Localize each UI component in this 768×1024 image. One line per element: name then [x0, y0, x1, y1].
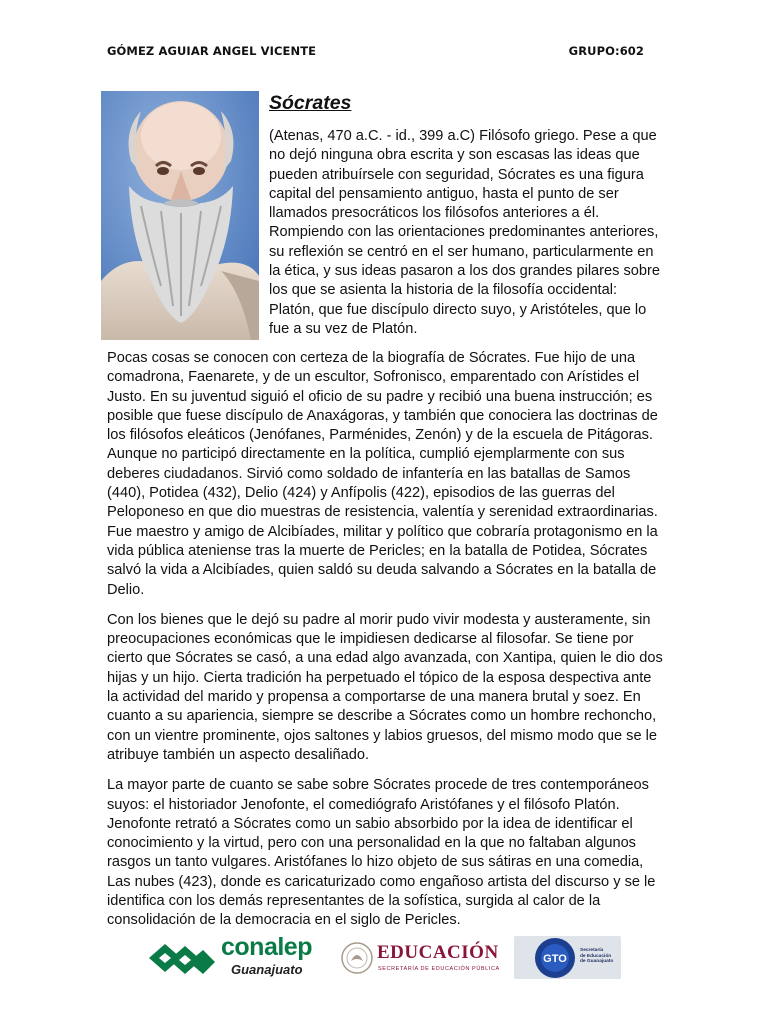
gto-education-logo [514, 936, 621, 979]
group-label: GRUPO:602 [568, 44, 644, 58]
gto-label-line: de Educación [580, 953, 612, 959]
gto-badge-text: GTO [543, 953, 567, 965]
body-paragraph: Pocas cosas se conocen con certeza de la biografía de Sócrates. Fue hijo de una comadrona, Faenarete, y de un escultor, Sofronisco, emparentado con Arístides el Justo. En su juventud siguió el oficio de su padre y recibió una buena instrucción; es posible que fuese discípulo de Anaxágoras, y también que conociera las doctrinas de los filósofos eleáticos (Jenófanes, Parménides, Zenón) y de la escuela de Pitágoras. Aunque no participó directamente en la política, cumplió ejemplarmente con sus deberes ciudadanos. Sirvió como soldado de infantería en las batallas de Samos (440), Potidea (432), Delio (424) y Anfípolis (422), episodios de las guerras del Peloponeso en que dio muestras de resistencia, valentía y serenidad extraordinarias. Fue maestro y amigo de Alcibíades, militar y político que cobraría protagonismo en la vida pública ateniense tras la muerte de Pericles; en la batalla de Potidea, Sócrates salvó la vida a Alcibíades, quien saldó su deuda salvando a Sócrates en la batalla de Delio. [107, 350, 658, 598]
article-body [107, 349, 665, 942]
socrates-portrait [101, 91, 259, 340]
gto-badge-icon [534, 937, 576, 979]
conalep-logo [147, 933, 332, 983]
author-name: GÓMEZ AGUIAR ANGEL VICENTE [107, 44, 317, 58]
body-paragraph: Con los bienes que le dejó su padre al morir pudo vivir modesta y austeramente, sin preocupaciones económicas que le impidiesen dedicarse al filosofar. Se tiene por cierto que Sócrates se casó, a una edad algo avanzada, con Xantipa, quien le dio dos hijas y un hijo. Cierta tradición ha perpetuado el tópico de la esposa despectiva ante la actividad del marido y propensa a comportarse de una manera brutal y soez. En cuanto a su apariencia, siempre se describe a Sócrates como un hombre rechoncho, con un vientre prominente, ojos saltones y labios gruesos, del mismo modo que se le atribuye también un aspecto desaliñado. [107, 611, 663, 763]
portrait-illustration [101, 91, 259, 340]
sep-logo [340, 939, 510, 983]
educacion-word: EDUCACIÓN [377, 942, 499, 963]
gto-label-line: de Guanajuato [580, 959, 614, 965]
article-title: Sócrates [269, 92, 352, 114]
gto-label-line: Secretaría [580, 948, 604, 953]
conalep-name: conalep [221, 933, 312, 961]
footer-logos [147, 933, 627, 983]
intro-paragraph: (Atenas, 470 a.C. - id., 399 a.C) Filósofo griego. Pese a que no dejó ninguna obra escrita y son escasas las ideas que pueden atribuírsele con seguridad, Sócrates es una figura capital del pensamiento antiguo, hasta el punto de ser llamados presocráticos los filósofos anteriores a él. Rompiendo con las orientaciones predominantes anteriores, su reflexión se centró en el ser humano, particularmente en la ética, y sus ideas pasaron a los dos grandes pilares sobre los que se asienta la historia de la filosofía occidental: Platón, que fue discípulo directo suyo, y Aristóteles, que lo fue a su vez de Platón. [269, 128, 661, 337]
conalep-state: Guanajuato [231, 962, 303, 977]
conalep-mark-icon [147, 938, 217, 980]
gto-label [580, 948, 613, 965]
mexico-seal-icon [340, 939, 374, 977]
body-paragraph: La mayor parte de cuanto se sabe sobre Sócrates procede de tres contemporáneos suyos: el historiador Jenofonte, el comediógrafo Aristófanes y el filósofo Platón. Jenofonte retrató a Sócrates como un sabio absorbido por la idea de identificar el conocimiento y la virtud, pero con una personalidad en la que no faltaban algunos rasgos un tanto vulgares. Aristófanes lo hizo objeto de sus sátiras en una comedia, Las nubes (423), donde es caricaturizado como engañoso artista del discurso y se le identifica con los demás representantes de la sofística, surgida al calor de la consolidación de la democracia en el siglo de Pericles. [107, 777, 656, 929]
page-header [107, 44, 644, 58]
educacion-subtitle: SECRETARÍA DE EDUCACIÓN PÚBLICA [378, 966, 500, 972]
